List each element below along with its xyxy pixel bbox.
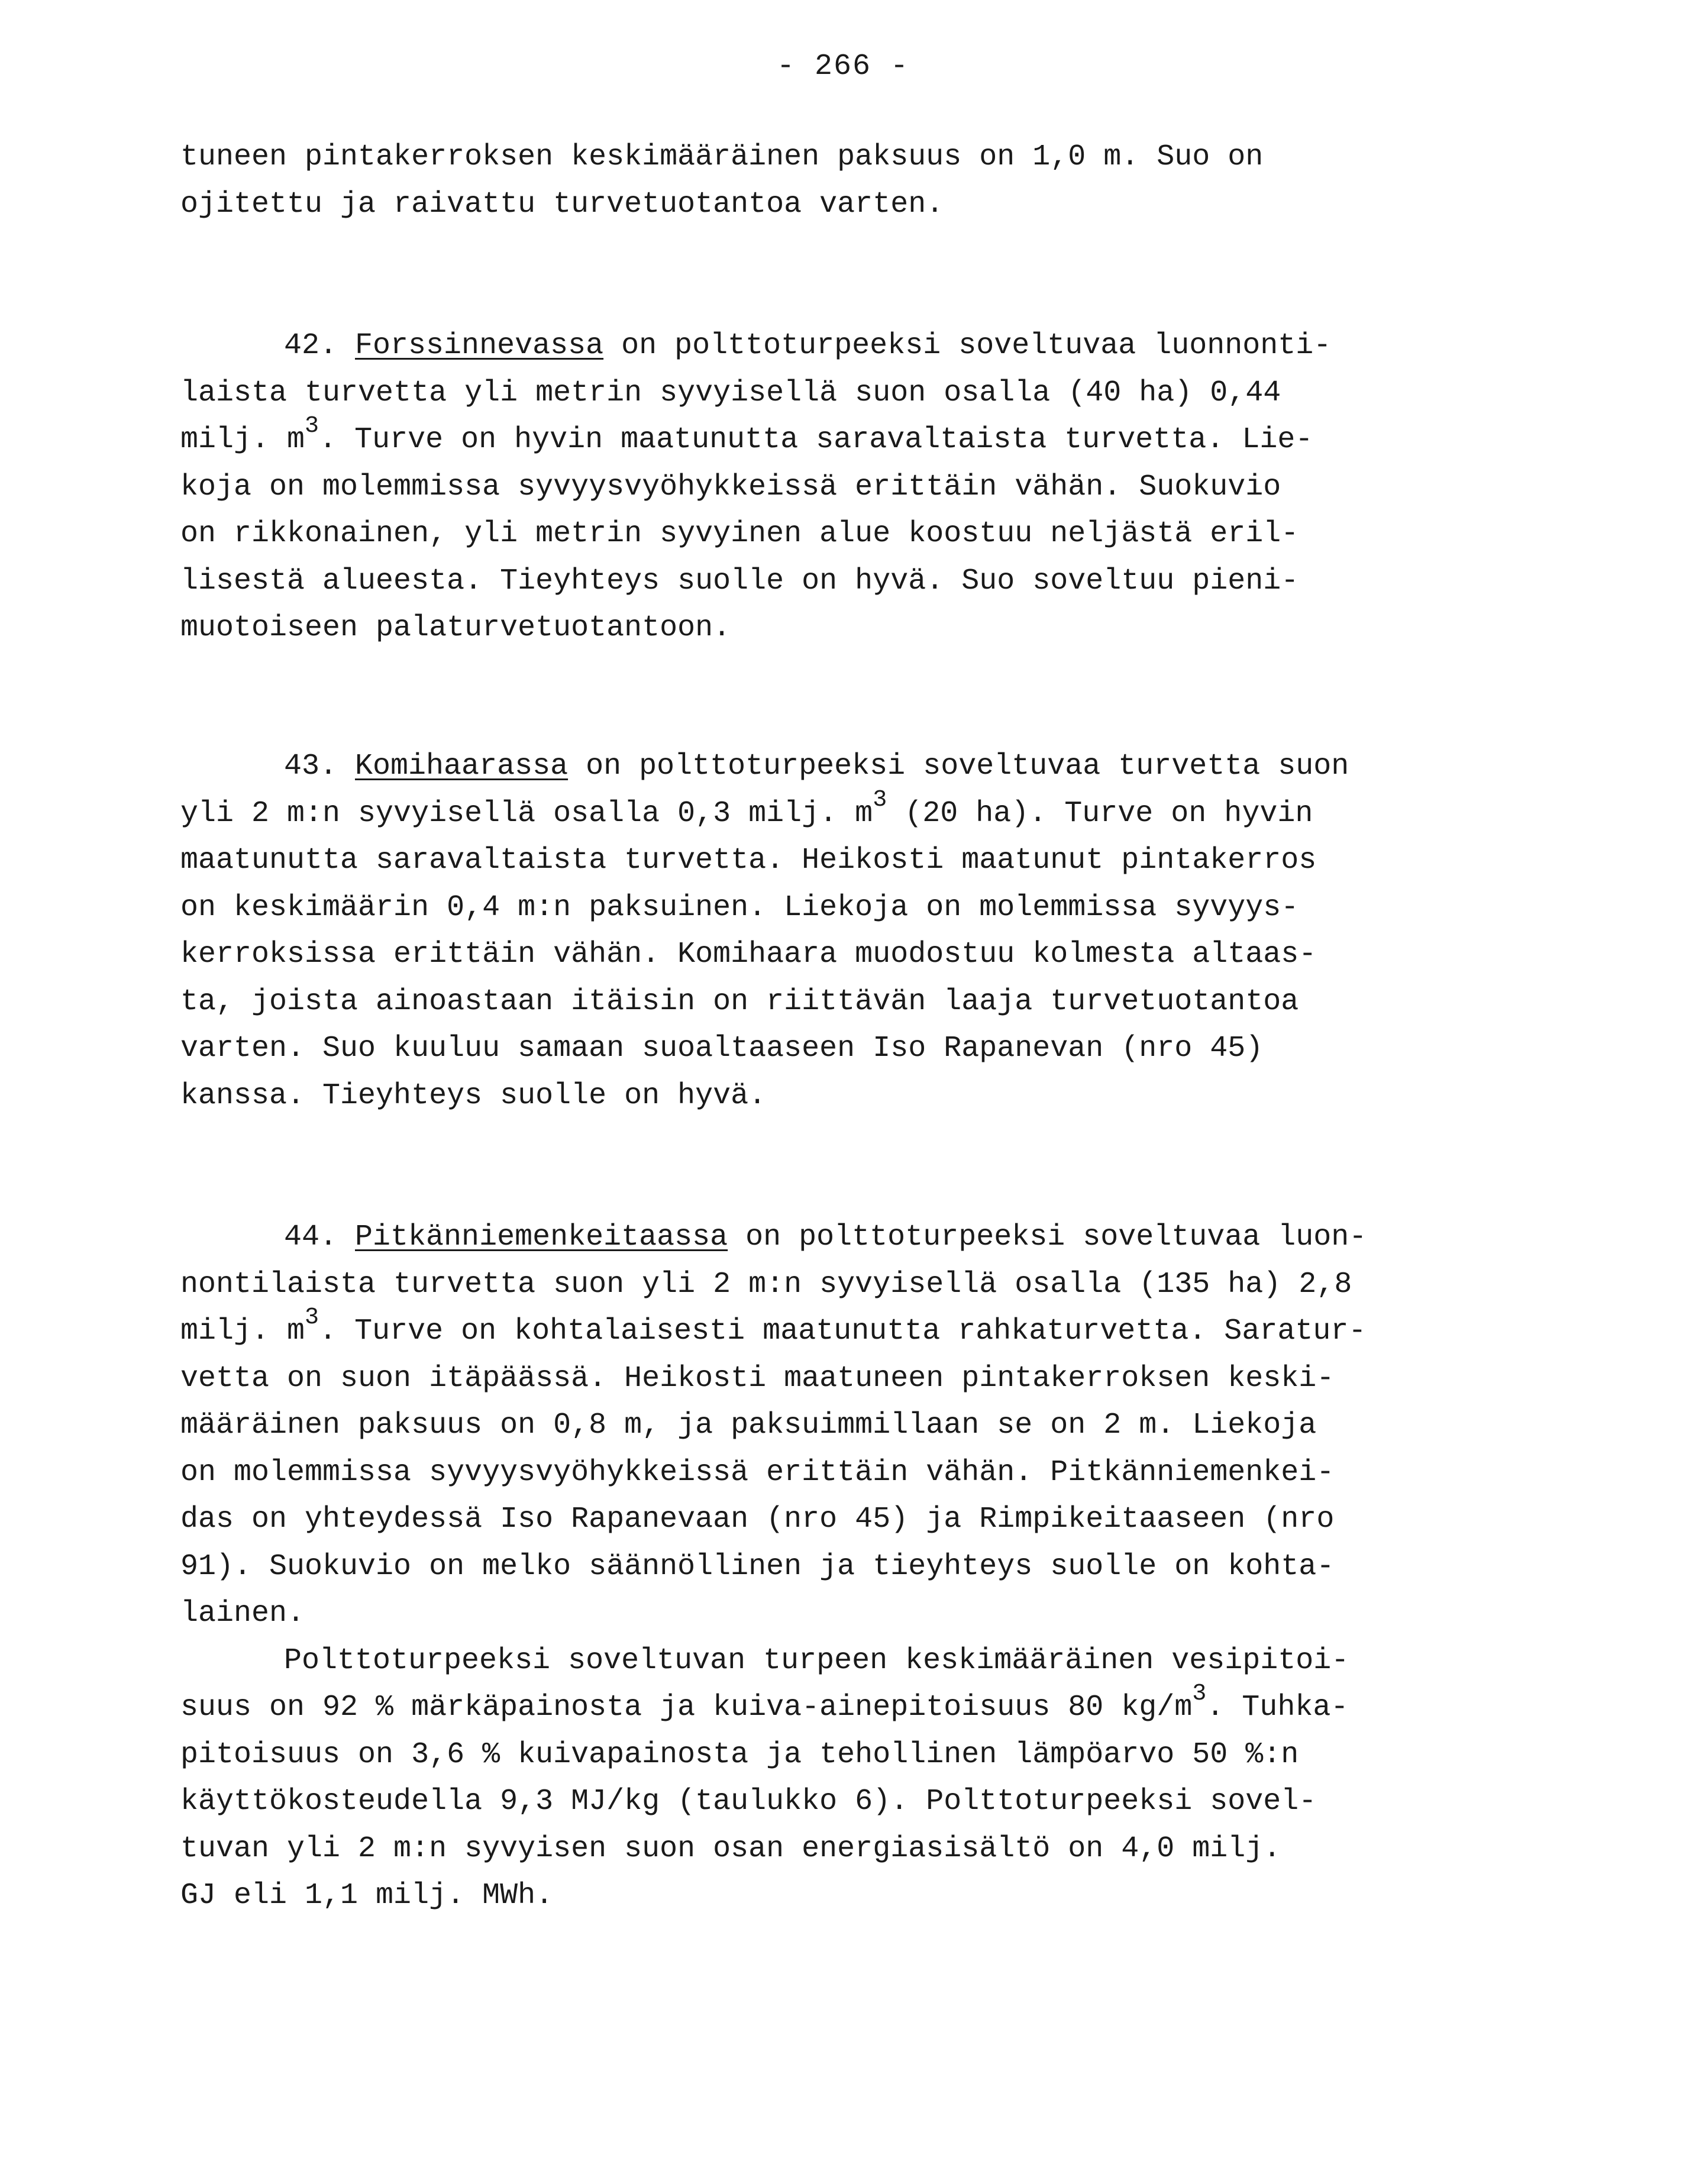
text-fragment: on polttoturpeeksi soveltuvaa luonnonti- (603, 329, 1332, 363)
text-line: on rikkonainen, yli metrin syvyinen alue koostuu neljästä eril- (180, 517, 1299, 551)
text-line: maatunutta saravaltaista turvetta. Heikosti maatunut pintakerros (180, 844, 1317, 877)
text-fragment: . Turve on kohtalaisesti maatunutta rahkaturvetta. Saratur- (319, 1314, 1367, 1348)
text-line: kerroksissa erittäin vähän. Komihaara muodostuu kolmesta altaas- (180, 938, 1317, 971)
text-line (180, 1214, 1517, 1261)
text-line: vetta on suon itäpäässä. Heikosti maatuneen pintakerroksen keski- (180, 1361, 1335, 1395)
section-number: 44. (284, 1220, 338, 1254)
text-fragment: milj. m (180, 1314, 305, 1348)
superscript: 3 (1192, 1681, 1207, 1707)
text-line: tuvan yli 2 m:n syvyisen suon osan energiasisältö on 4,0 milj. (180, 1831, 1281, 1866)
text-line: kanssa. Tieyhteys suolle on hyvä. (180, 1078, 767, 1113)
text-line: das on yhteydessä Iso Rapanevaan (nro 45) ja Rimpikeitaaseen (nro (180, 1503, 1335, 1536)
text-line (180, 786, 1517, 838)
text-line: laista turvetta yli metrin syvyisellä suon osalla (40 ha) 0,44 (180, 376, 1281, 410)
paragraph-42 (180, 322, 1517, 652)
page-number: - 266 - (776, 50, 910, 83)
text-fragment: suus on 92 % märkäpainosta ja kuiva-ainepitoisuus 80 kg/m (180, 1691, 1193, 1724)
text-line (180, 322, 1517, 370)
text-line: käyttökosteudella 9,3 MJ/kg (taulukko 6). Polttoturpeeksi sovel- (180, 1785, 1317, 1818)
paragraph-44 (180, 1214, 1517, 1920)
superscript: 3 (305, 1304, 319, 1331)
bog-name: Komihaarassa (355, 749, 569, 783)
text-fragment: (20 ha). Turve on hyvin (887, 796, 1313, 831)
text-line: muotoiseen palaturvetuotantoon. (180, 611, 731, 645)
text-line: lisestä alueesta. Tieyhteys suolle on hyvä. Suo soveltuu pieni- (180, 564, 1299, 598)
bog-name: Pitkänniemenkeitaassa (355, 1220, 728, 1254)
text-line: nontilaista turvetta suon yli 2 m:n syvyisellä osalla (135 ha) 2,8 (180, 1267, 1352, 1301)
text-fragment: . Tuhka- (1206, 1691, 1349, 1724)
superscript: 3 (305, 413, 319, 440)
text-line: tuneen pintakerroksen keskimääräinen paksuus on 1,0 m. Suo on (180, 140, 1264, 174)
text-line: GJ eli 1,1 milj. MWh. (180, 1879, 554, 1912)
text-fragment: yli 2 m:n syvyisellä osalla 0,3 milj. m (180, 796, 873, 831)
text-line (180, 743, 1517, 790)
text-line: määräinen paksuus on 0,8 m, ja paksuimmillaan se on 2 m. Liekoja (180, 1408, 1317, 1442)
text-line: ta, joista ainoastaan itäisin on riittävän laaja turvetuotantoa (180, 984, 1299, 1019)
text-fragment: milj. m (180, 423, 305, 457)
text-fragment: on polttoturpeeksi soveltuvaa turvetta suon (568, 749, 1349, 783)
text-fragment: on polttoturpeeksi soveltuvaa luon- (728, 1220, 1367, 1254)
text-line: ojitettu ja raivattu turvetuotantoa varten. (180, 187, 944, 221)
text-line (180, 1681, 1517, 1731)
text-line: pitoisuus on 3,6 % kuivapainosta ja tehollinen lämpöarvo 50 %:n (180, 1737, 1299, 1772)
text-line: varten. Suo kuuluu samaan suoaltaaseen Iso Rapanevan (nro 45) (180, 1032, 1264, 1065)
section-number: 43. (284, 749, 338, 783)
text-line: Polttoturpeeksi soveltuvan turpeen keskimääräinen vesipitoi- (284, 1643, 1349, 1678)
bog-name: Forssinnevassa (355, 329, 604, 363)
section-number: 42. (284, 329, 338, 363)
text-line: 91). Suokuvio on melko säännöllinen ja tieyhteys suolle on kohta- (180, 1549, 1335, 1584)
intro-paragraph (180, 134, 1517, 228)
text-line: on molemmissa syvyysvyöhykkeissä erittäin vähän. Pitkänniemenkei- (180, 1455, 1335, 1490)
text-line (180, 1304, 1517, 1355)
text-line (180, 413, 1517, 464)
text-line: koja on molemmissa syvyysvyöhykkeissä erittäin vähän. Suokuvio (180, 470, 1281, 504)
paragraph-43 (180, 743, 1517, 1119)
text-line: lainen. (180, 1597, 305, 1630)
text-fragment: . Turve on hyvin maatunutta saravaltaista turvetta. Lie- (319, 423, 1313, 457)
superscript: 3 (873, 786, 887, 813)
text-line: on keskimäärin 0,4 m:n paksuinen. Liekoja on molemmissa syvyys- (180, 890, 1299, 925)
